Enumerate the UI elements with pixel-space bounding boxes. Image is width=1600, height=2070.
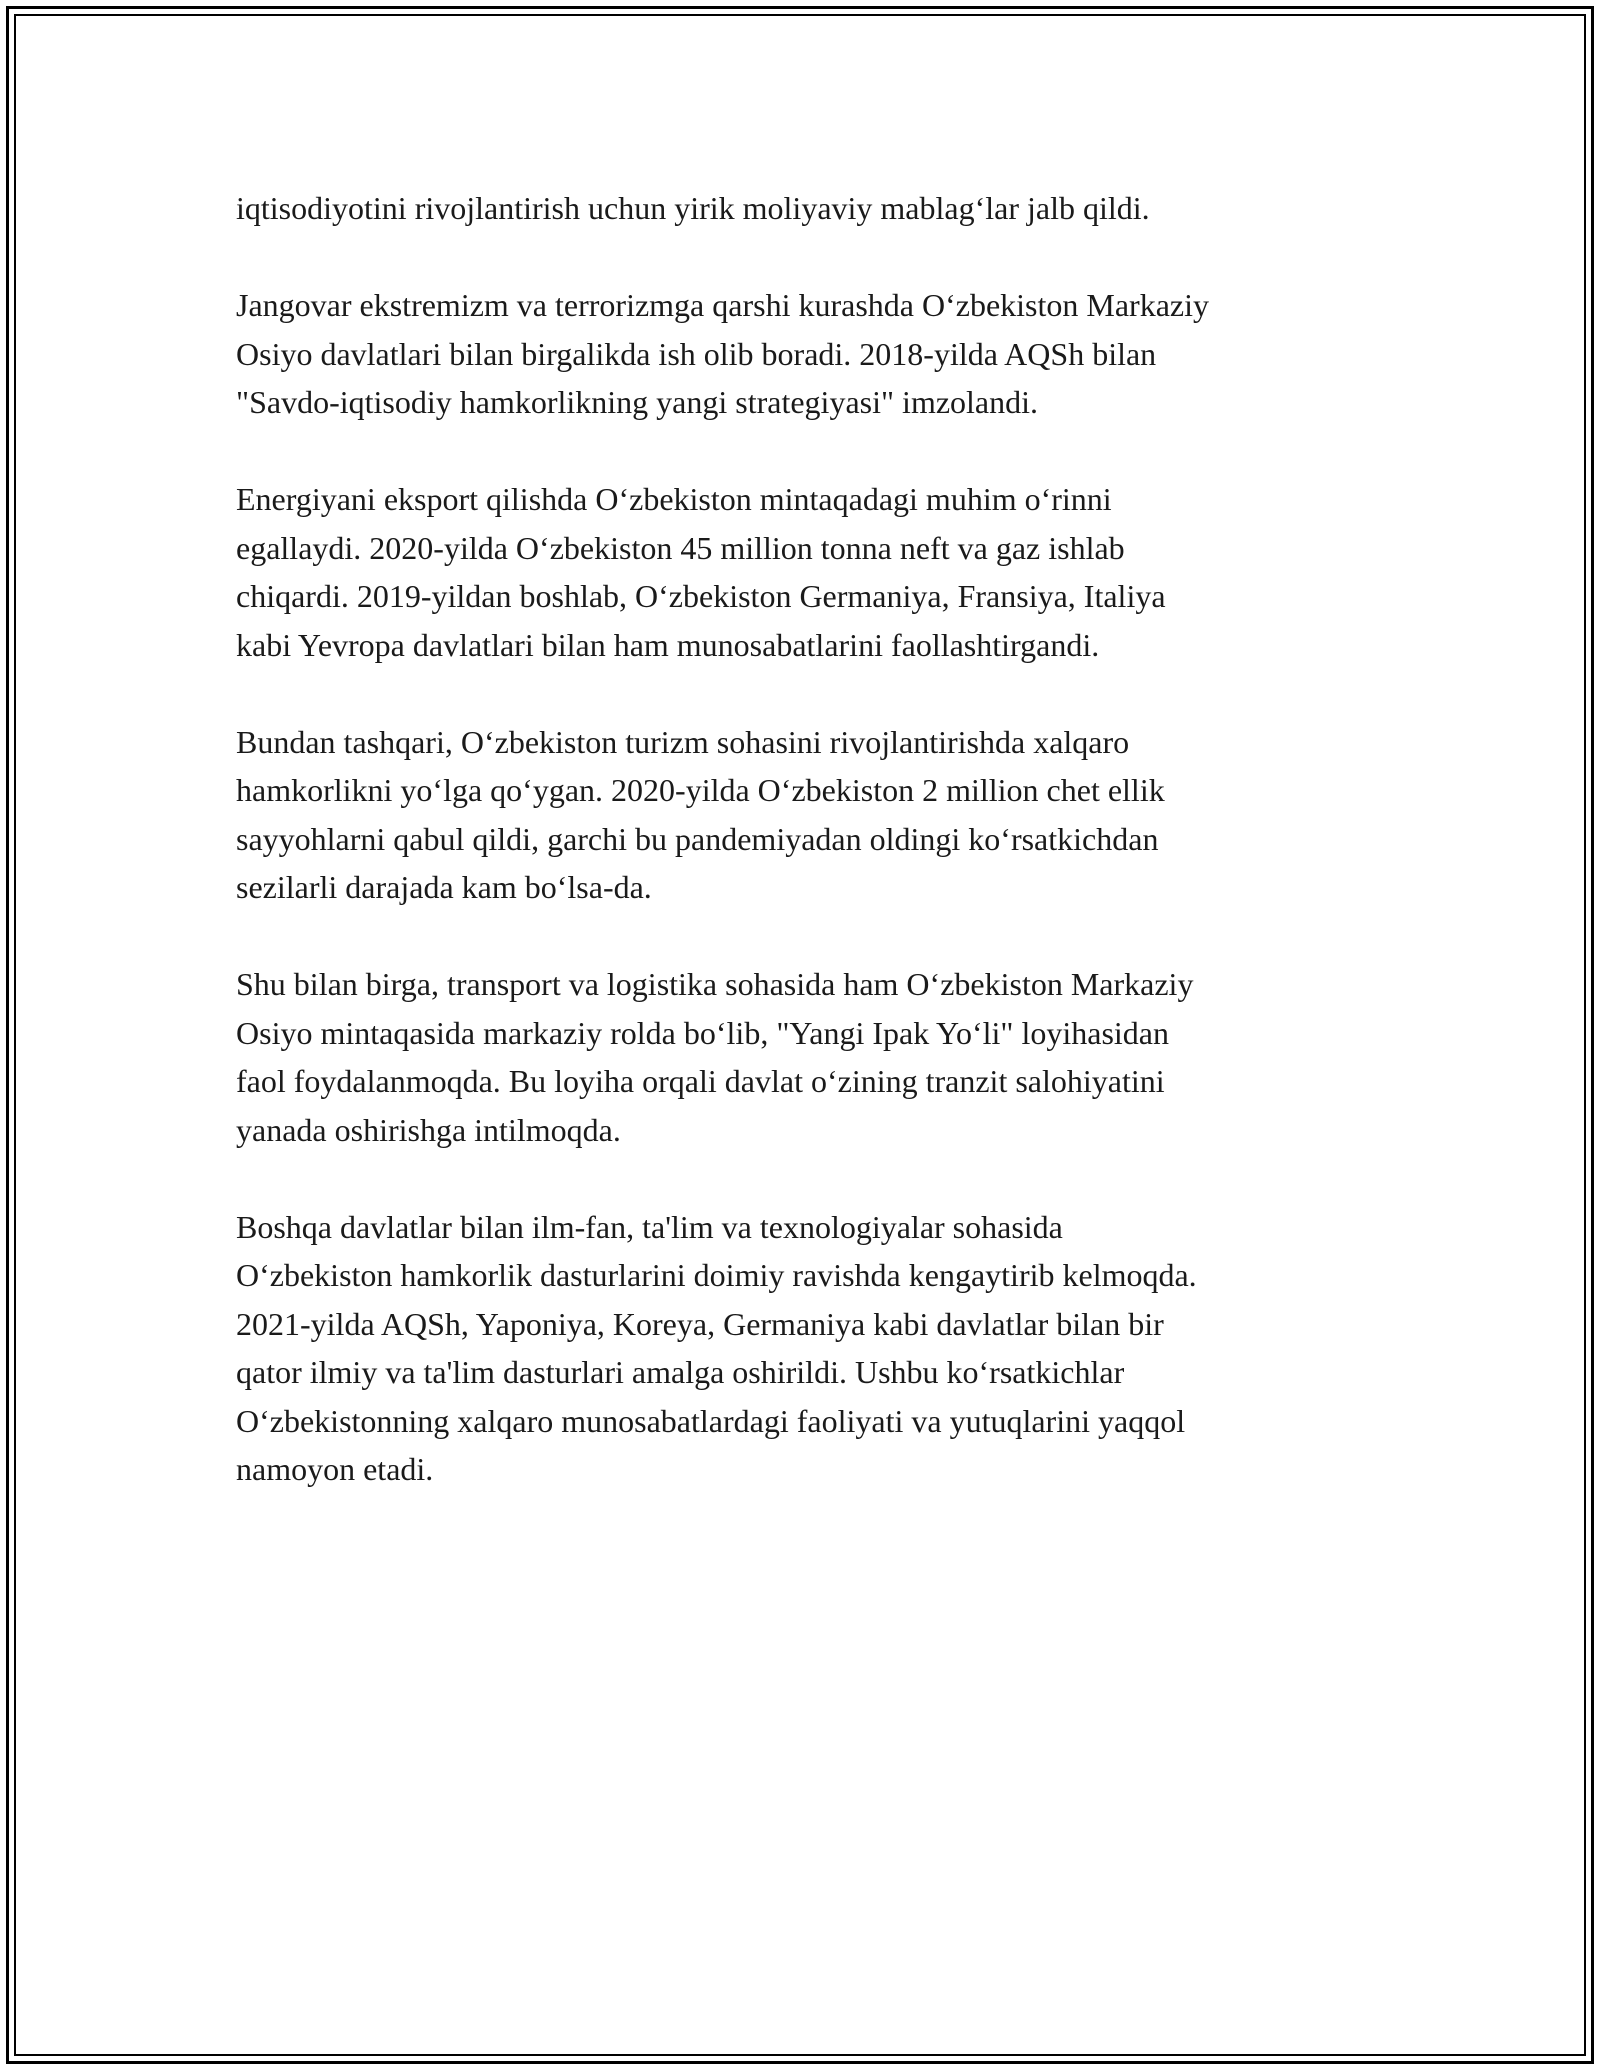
document-body xyxy=(236,184,1376,1542)
paragraph-6: Boshqa davlatlar bilan ilm-fan, ta'lim va texnologiyalar sohasida O‘zbekiston hamkorlik dasturlarini doimiy ravishda kengaytirib kelmoqda. 2021-yilda AQSh, Yaponiya, Koreya, Germaniya kabi davlatlar bilan bir qator ilmiy va ta'lim dasturlari amalga oshirildi. Ushbu ko‘rsatkichlar O‘zbekistonning xalqaro munosabatlardagi faoliyati va yutuqlarini yaqqol namoyon etadi. xyxy=(236,1208,1197,1487)
paragraph-4: Bundan tashqari, O‘zbekiston turizm sohasini rivojlantirishda xalqaro hamkorlikni yo‘lga qo‘ygan. 2020-yilda O‘zbekiston 2 million chet ellik sayyohlarni qabul qildi, garchi bu pandemiyadan oldingi ko‘rsatkichdan sezilarli darajada kam bo‘lsa-da. xyxy=(236,723,1165,905)
paragraph-5: Shu bilan birga, transport va logistika sohasida ham O‘zbekiston Markaziy Osiyo mintaqasida markaziy rolda bo‘lib, "Yangi Ipak Yo‘li" loyihasidan faol foydalanmoqda. Bu loyiha orqali davlat o‘zining tranzit salohiyatini yanada oshirishga intilmoqda. xyxy=(236,966,1194,1148)
paragraph-3: Energiyani eksport qilishda O‘zbekiston mintaqadagi muhim o‘rinni egallaydi. 2020-yilda O‘zbekiston 45 million tonna neft va gaz ishlab chiqardi. 2019-yildan boshlab, O‘zbekiston Germaniya, Fransiya, Italiya kabi Yevropa davlatlari bilan ham munosabatlarini faollashtirgandi. xyxy=(236,481,1166,663)
paragraph-2: Jangovar ekstremizm va terrorizmga qarshi kurashda O‘zbekiston Markaziy Osiyo davlatlari bilan birgalikda ish olib boradi. 2018-yilda AQSh bilan "Savdo-iqtisodiy hamkorlikning yangi strategiyasi" imzolandi. xyxy=(236,287,1209,420)
paragraph-1: iqtisodiyotini rivojlantirish uchun yirik moliyaviy mablag‘lar jalb qildi. xyxy=(236,190,1150,226)
